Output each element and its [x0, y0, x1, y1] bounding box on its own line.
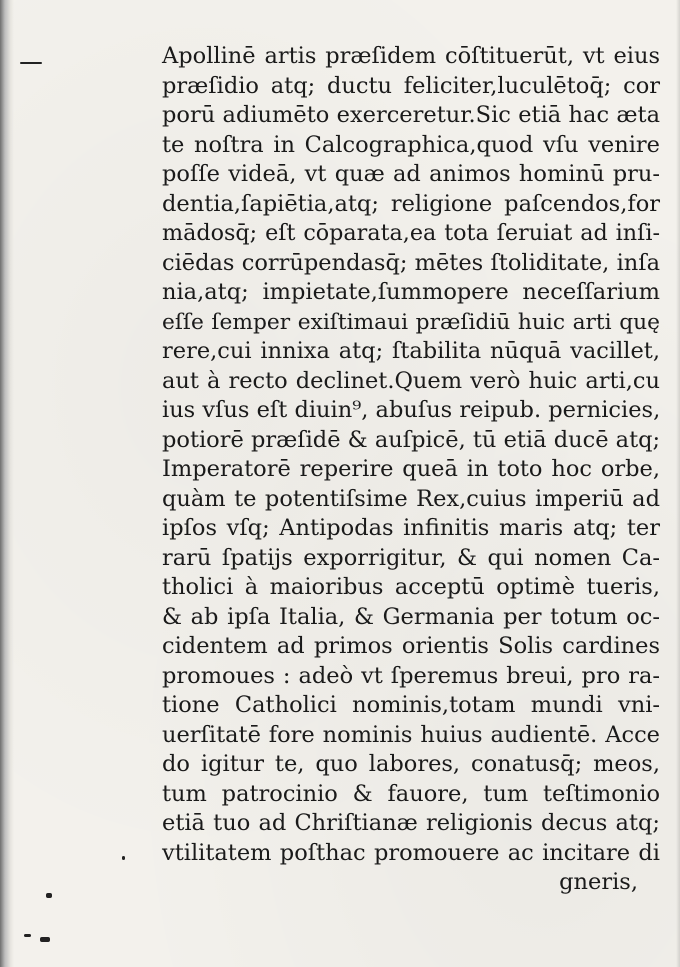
- text-line: Apollinē artis præſidem cōſtituerūt, vt eius: [162, 43, 660, 69]
- margin-ink-speck: [122, 856, 125, 860]
- text-line: porū adiumēto exerceretur.Sic etiā hac æta: [162, 102, 660, 128]
- text-line: tholici à maioribus acceptū optimè tueris,: [162, 574, 660, 600]
- text-line: do igitur te, quo labores, conatusq̄; meos,: [162, 751, 660, 777]
- text-line: mādosq̄; eſt cōparata,ea tota ſeruiat ad inſi-: [162, 220, 660, 246]
- text-line: aut à recto declinet.Quem verò huic arti,cu: [162, 367, 660, 394]
- text-line: tum patrocinio & fauore, tum teſtimonio: [162, 780, 660, 807]
- catchword: gneris,: [559, 869, 638, 895]
- text-line: & ab ipſa Italia, & Germania per totum oc-: [162, 603, 660, 630]
- text-line: ius vſus eſt diuin⁹, abuſus reipub. pernicies,: [162, 397, 661, 423]
- text-line: quàm te potentiſsime Rex,cuius imperiū ad: [162, 485, 660, 512]
- text-line: ciēdas corrūpendasq̄; mētes ſtoliditate, inſa: [162, 249, 660, 276]
- page-edge-shadow: [676, 0, 680, 967]
- text-line: rere,cui innixa atq; ſtabilita nūquā vacillet,: [162, 338, 660, 364]
- text-line: vtilitatem poſthac promouere ac incitare di: [162, 839, 660, 866]
- text-line: ipſos vſq; Antipodas infinitis maris atq; ter: [162, 515, 660, 541]
- text-line: uerſitatē fore nominis huius audientē. Acce: [162, 721, 660, 748]
- text-line: potiorē præſidē & auſpicē, tū etiā ducē atq;: [162, 426, 661, 453]
- text-line: tione Catholici nominis,totam mundi vni-: [162, 692, 660, 718]
- binding-gutter: [0, 0, 14, 967]
- text-line: nia,atq; impietate,ſummopere neceſſarium: [162, 279, 660, 305]
- text-line: poſſe videā, vt quæ ad animos hominū pru-: [162, 161, 660, 187]
- margin-ink-mark: [20, 62, 42, 64]
- text-line: etiā tuo ad Chriſtianæ religionis decus atq;: [162, 810, 660, 836]
- text-line: eſſe ſemper exiſtimaui præſidiū huic arti quę: [162, 309, 660, 335]
- text-line: dentia,ſapiētia,atq; religione paſcendos,for: [162, 190, 660, 217]
- text-line: promoues : adeò vt ſperemus breui, pro ra-: [162, 662, 660, 689]
- margin-ink-speck: [24, 934, 31, 937]
- text-line: rarū ſpatijs exporrigitur, & qui nomen Ca-: [162, 544, 660, 571]
- margin-ink-speck: [46, 893, 52, 898]
- text-line: præſidio atq; ductu feliciter,luculētoq̄; cor: [162, 72, 660, 99]
- margin-ink-speck: [40, 937, 50, 942]
- text-line: Imperatorē reperire queā in toto hoc orbe,: [162, 456, 660, 482]
- text-line: cidentem ad primos orientis Solis cardines: [162, 633, 660, 659]
- text-line: te noſtra in Calcographica,quod vſu venire: [162, 131, 660, 158]
- body-text: [162, 42, 660, 898]
